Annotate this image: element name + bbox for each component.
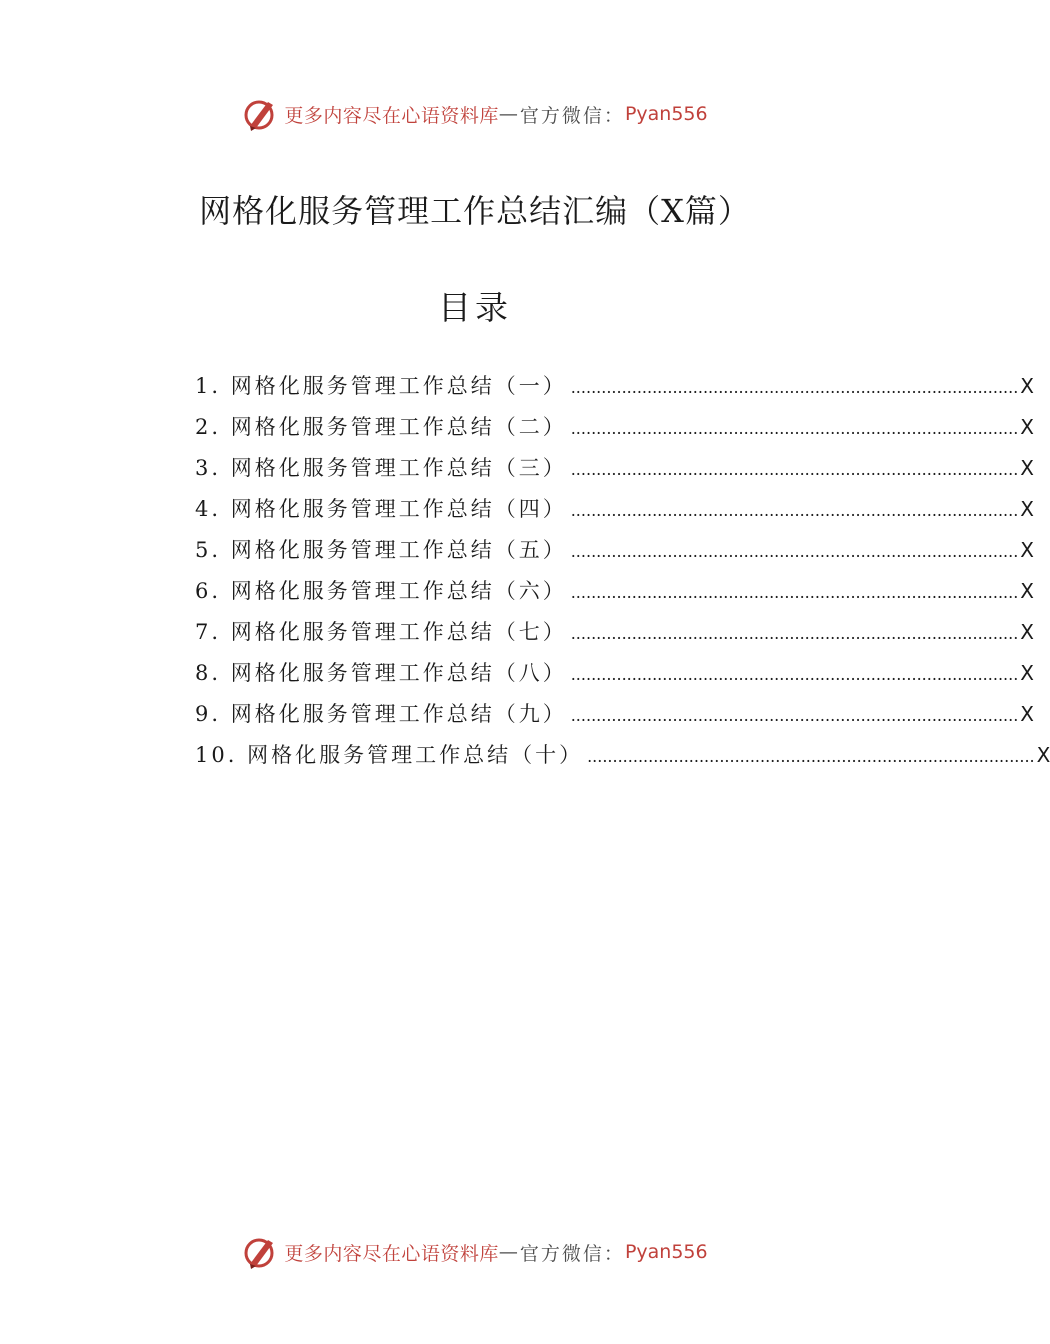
banner-wechat-label: 官方微信： xyxy=(519,1242,625,1265)
toc-entry-label: 7. 网格化服务管理工作总结（七） xyxy=(195,620,567,644)
banner-separator: — xyxy=(498,103,520,125)
banner-separator: — xyxy=(498,1241,520,1263)
toc-dot-leader: ........................................................................................ xyxy=(570,501,1019,520)
toc-entry-label: 4. 网格化服务管理工作总结（四） xyxy=(195,497,567,521)
header-banner xyxy=(0,94,950,134)
toc-entry-label: 2. 网格化服务管理工作总结（二） xyxy=(195,415,567,439)
pen-logo-icon xyxy=(242,1234,278,1270)
toc-dot-leader: ........................................................................................ xyxy=(570,419,1019,438)
toc-entry[interactable] xyxy=(195,452,1034,493)
toc-entry-label: 6. 网格化服务管理工作总结（六） xyxy=(195,579,567,603)
toc-dot-leader: ........................................................................................ xyxy=(570,542,1019,561)
banner-wechat-id: Pyan556 xyxy=(624,1241,708,1263)
toc-entry-label: 1. 网格化服务管理工作总结（一） xyxy=(195,374,567,398)
toc-dot-leader: ........................................................................................ xyxy=(570,665,1019,684)
toc-entry-label: 10. 网格化服务管理工作总结（十） xyxy=(195,743,584,767)
toc-entry-page: X xyxy=(1036,743,1050,767)
banner-wechat-id: Pyan556 xyxy=(624,103,708,125)
toc-entry[interactable] xyxy=(195,698,1034,739)
footer-banner xyxy=(0,1232,950,1272)
toc-entry-page: X xyxy=(1020,702,1034,726)
toc-dot-leader: ........................................................................................ xyxy=(570,460,1019,479)
toc-entry[interactable] xyxy=(195,370,1034,411)
table-of-contents xyxy=(195,370,1050,780)
toc-entry-label: 9. 网格化服务管理工作总结（九） xyxy=(195,702,567,726)
toc-entry[interactable] xyxy=(195,493,1034,534)
toc-entry-page: X xyxy=(1020,661,1034,685)
document-title: 网格化服务管理工作总结汇编（X篇） xyxy=(199,192,751,230)
toc-entry-label: 3. 网格化服务管理工作总结（三） xyxy=(195,456,567,480)
toc-heading: 目录 xyxy=(438,288,512,327)
toc-entry-page: X xyxy=(1020,415,1034,439)
toc-dot-leader: ........................................................................................ xyxy=(587,747,1035,766)
toc-entry-label: 8. 网格化服务管理工作总结（八） xyxy=(195,661,567,685)
toc-entry[interactable] xyxy=(195,534,1034,575)
toc-entry-page: X xyxy=(1020,497,1034,521)
toc-dot-leader: ........................................................................................ xyxy=(570,378,1019,397)
toc-entry-page: X xyxy=(1020,620,1034,644)
toc-entry[interactable] xyxy=(195,657,1034,698)
toc-dot-leader: ........................................................................................ xyxy=(570,624,1019,643)
toc-entry-page: X xyxy=(1020,456,1034,480)
toc-dot-leader: ........................................................................................ xyxy=(570,583,1019,602)
toc-entry-page: X xyxy=(1020,538,1034,562)
toc-dot-leader: ........................................................................................ xyxy=(570,706,1019,725)
banner-wechat-label: 官方微信： xyxy=(519,104,625,127)
toc-entry[interactable] xyxy=(195,739,1050,780)
banner-promo-text: 更多内容尽在心语资料库 xyxy=(284,1242,499,1265)
toc-entry-label: 5. 网格化服务管理工作总结（五） xyxy=(195,538,567,562)
toc-entry-page: X xyxy=(1020,579,1034,603)
banner-promo-text: 更多内容尽在心语资料库 xyxy=(284,104,499,127)
toc-entry[interactable] xyxy=(195,575,1034,616)
toc-entry[interactable] xyxy=(195,616,1034,657)
toc-entry[interactable] xyxy=(195,411,1034,452)
pen-logo-icon xyxy=(242,96,278,132)
toc-entry-page: X xyxy=(1020,374,1034,398)
